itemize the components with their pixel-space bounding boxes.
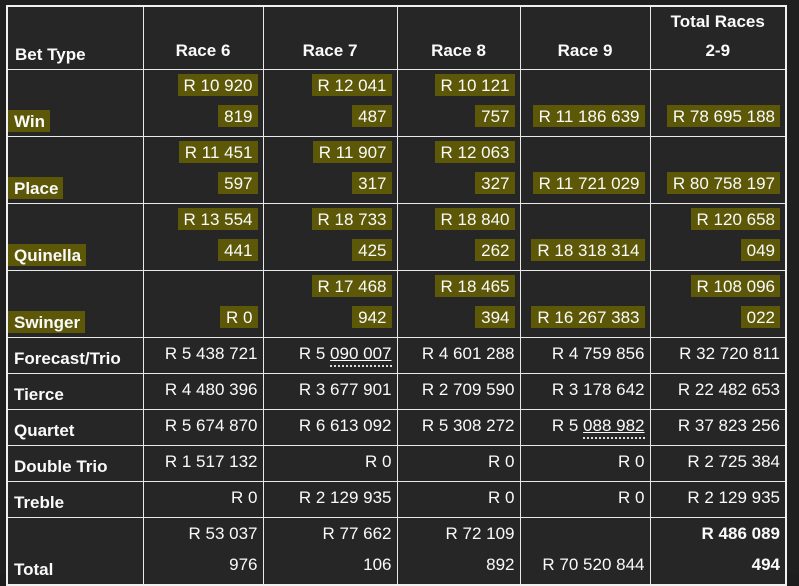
value-line — [651, 410, 781, 441]
value-line — [264, 446, 392, 477]
value-line — [521, 168, 645, 199]
value-line — [144, 338, 258, 369]
value-line — [651, 482, 781, 513]
value-line — [144, 204, 258, 235]
value-text: R 486 089 — [701, 524, 780, 543]
value-cell — [397, 446, 520, 482]
highlighted-value: 597 — [218, 172, 257, 194]
value-line — [651, 101, 781, 132]
value-line — [651, 302, 781, 333]
value-text: R 0 — [231, 488, 258, 507]
row-label-text: Quartet — [14, 421, 75, 440]
value-line — [264, 137, 392, 168]
underlined-value-part: 090 007 — [330, 344, 391, 367]
value-line — [144, 168, 258, 199]
value-line — [264, 70, 392, 101]
row-label-text: Treble — [14, 493, 65, 512]
value-line — [651, 235, 781, 266]
value-cell — [397, 518, 520, 586]
value-text: R 5 438 721 — [164, 344, 258, 363]
value-cell — [650, 271, 786, 338]
value-line — [398, 168, 515, 199]
value-text: 494 — [751, 555, 780, 574]
row-label — [7, 271, 143, 338]
value-line — [398, 374, 515, 405]
header-line: Race 8 — [431, 41, 486, 60]
value-cell — [650, 338, 786, 374]
value-line — [144, 137, 258, 168]
value-line — [521, 410, 645, 441]
value-cell — [143, 518, 263, 586]
value-cell — [143, 204, 263, 271]
value-line — [398, 549, 515, 580]
value-cell — [650, 204, 786, 271]
value-line — [144, 518, 258, 549]
row-label — [7, 204, 143, 271]
value-cell — [263, 137, 397, 204]
row-label — [7, 338, 143, 374]
value-line — [521, 101, 645, 132]
highlighted-value: R 13 554 — [178, 208, 258, 230]
value-cell — [520, 271, 650, 338]
value-text: R 0 — [618, 452, 645, 471]
value-text: R 2 129 935 — [687, 488, 780, 507]
value-line — [264, 410, 392, 441]
value-cell — [397, 137, 520, 204]
value-text: R 1 517 132 — [164, 452, 258, 471]
highlighted-value: R 11 721 029 — [533, 172, 645, 194]
highlighted-value: R 18 733 — [312, 208, 392, 230]
header-line: 2-9 — [705, 41, 731, 60]
value-line — [521, 235, 645, 266]
value-line — [398, 338, 515, 369]
value-text: R 4 759 856 — [551, 344, 645, 363]
value-line — [144, 101, 258, 132]
table-row — [7, 410, 786, 446]
value-cell — [650, 482, 786, 518]
value-line — [521, 302, 645, 333]
value-text: R 2 725 384 — [687, 452, 780, 471]
highlighted-value: 022 — [741, 306, 780, 328]
value-text: R 3 178 642 — [551, 380, 645, 399]
value-text: R 0 — [618, 488, 645, 507]
value-line — [144, 70, 258, 101]
value-cell — [520, 338, 650, 374]
table-row — [7, 70, 786, 137]
value-line — [651, 204, 781, 235]
highlighted-value: R 18 318 314 — [531, 239, 644, 261]
row-label-text: Tierce — [14, 385, 64, 404]
value-text: R 2 129 935 — [298, 488, 392, 507]
value-line — [264, 271, 392, 302]
value-text: R 4 480 396 — [164, 380, 258, 399]
header-line: Race 9 — [557, 41, 613, 60]
value-text: R 6 613 092 — [298, 416, 392, 435]
value-cell — [263, 70, 397, 137]
row-label — [7, 410, 143, 446]
highlighted-value: R 0 — [220, 306, 257, 328]
table-row — [7, 137, 786, 204]
value-line — [398, 235, 515, 266]
table-row — [7, 271, 786, 338]
value-line — [144, 410, 258, 441]
row-label — [7, 70, 143, 137]
value-line — [521, 374, 645, 405]
underlined-value-part: 088 982 — [583, 416, 644, 439]
value-line — [264, 168, 392, 199]
value-line — [651, 271, 781, 302]
highlighted-row-label: Place — [8, 177, 63, 199]
table-row — [7, 482, 786, 518]
header-bet-type: Bet Type — [7, 6, 143, 70]
value-cell — [263, 482, 397, 518]
row-label-text: Total — [14, 560, 54, 579]
highlighted-value: R 18 840 — [435, 208, 515, 230]
header-col-1 — [263, 6, 397, 70]
header-line: Race 7 — [302, 41, 358, 60]
highlighted-value: R 11 186 639 — [533, 105, 645, 127]
row-label — [7, 374, 143, 410]
value-line — [521, 446, 645, 477]
value-text: R 0 — [488, 488, 515, 507]
value-cell — [143, 374, 263, 410]
value-line — [651, 374, 781, 405]
value-cell — [397, 204, 520, 271]
value-line — [398, 101, 515, 132]
value-line — [398, 204, 515, 235]
highlighted-row-label: Swinger — [8, 311, 85, 333]
value-cell — [650, 137, 786, 204]
header-line: Total Races — [670, 12, 765, 31]
value-line — [264, 518, 392, 549]
value-cell — [143, 446, 263, 482]
highlighted-value: 317 — [352, 172, 391, 194]
value-cell — [263, 518, 397, 586]
value-cell — [143, 70, 263, 137]
value-text: R 70 520 844 — [542, 555, 645, 574]
value-line — [144, 482, 258, 513]
header-line: Race 6 — [175, 41, 231, 60]
value-text: 892 — [486, 555, 515, 574]
highlighted-value: R 12 063 — [435, 141, 515, 163]
highlighted-value: R 11 907 — [313, 141, 392, 163]
value-line — [264, 302, 392, 333]
highlighted-value: R 17 468 — [312, 275, 392, 297]
value-text: R 5 088 982 — [552, 416, 645, 439]
row-label — [7, 482, 143, 518]
value-line — [144, 446, 258, 477]
highlighted-value: 425 — [352, 239, 391, 261]
header-col-0 — [143, 6, 263, 70]
value-text: R 5 090 007 — [299, 344, 392, 367]
value-line — [144, 235, 258, 266]
value-cell — [520, 204, 650, 271]
value-line — [264, 549, 392, 580]
row-label-text: Double Trio — [14, 457, 108, 476]
highlighted-value: R 11 451 — [179, 141, 258, 163]
value-cell — [263, 271, 397, 338]
value-cell — [397, 338, 520, 374]
value-line — [264, 235, 392, 266]
value-cell — [143, 137, 263, 204]
value-cell — [143, 338, 263, 374]
value-line — [398, 446, 515, 477]
highlighted-value: R 78 695 188 — [667, 105, 780, 127]
value-cell — [397, 271, 520, 338]
value-cell — [520, 374, 650, 410]
value-cell — [650, 374, 786, 410]
value-cell — [520, 70, 650, 137]
value-line — [651, 518, 781, 549]
value-line — [264, 338, 392, 369]
value-cell — [520, 518, 650, 586]
value-line — [651, 168, 781, 199]
value-line — [651, 549, 781, 580]
value-line — [521, 482, 645, 513]
value-cell — [520, 446, 650, 482]
highlighted-row-label: Win — [8, 110, 50, 132]
header-col-2 — [397, 6, 520, 70]
value-text: R 4 601 288 — [421, 344, 515, 363]
value-cell — [143, 271, 263, 338]
value-line — [398, 137, 515, 168]
value-line — [264, 101, 392, 132]
highlighted-value: 487 — [352, 105, 391, 127]
row-label — [7, 446, 143, 482]
value-text: R 0 — [488, 452, 515, 471]
value-text: R 2 709 590 — [421, 380, 515, 399]
value-cell — [263, 204, 397, 271]
highlighted-value: R 18 465 — [435, 275, 515, 297]
value-text: R 77 662 — [322, 524, 392, 543]
value-line — [398, 271, 515, 302]
table-body — [7, 70, 786, 586]
value-line — [651, 338, 781, 369]
value-cell — [397, 70, 520, 137]
value-cell — [143, 410, 263, 446]
highlighted-value: R 10 121 — [435, 74, 515, 96]
highlighted-value: 441 — [218, 239, 257, 261]
highlighted-value: R 12 041 — [312, 74, 392, 96]
value-line — [398, 518, 515, 549]
value-text: R 5 308 272 — [421, 416, 515, 435]
value-cell — [263, 410, 397, 446]
value-text: R 22 482 653 — [677, 380, 780, 399]
row-label — [7, 137, 143, 204]
header-row — [7, 6, 786, 70]
table-header — [7, 6, 786, 70]
value-cell — [397, 482, 520, 518]
highlighted-value: 819 — [218, 105, 257, 127]
highlighted-value: 327 — [475, 172, 514, 194]
value-cell — [263, 338, 397, 374]
value-cell — [650, 518, 786, 586]
value-text: R 72 109 — [445, 524, 515, 543]
value-line — [651, 446, 781, 477]
value-cell — [650, 410, 786, 446]
highlighted-value: 942 — [352, 306, 391, 328]
value-line — [144, 374, 258, 405]
highlighted-row-label: Quinella — [8, 244, 86, 266]
value-cell — [143, 482, 263, 518]
value-text: R 0 — [365, 452, 392, 471]
bet-pool-totals-table — [6, 5, 787, 586]
value-cell — [263, 374, 397, 410]
highlighted-value: 049 — [741, 239, 780, 261]
value-cell — [397, 410, 520, 446]
header-col-3 — [520, 6, 650, 70]
value-cell — [520, 410, 650, 446]
value-line — [398, 302, 515, 333]
highlighted-value: R 80 758 197 — [667, 172, 780, 194]
highlighted-value: R 10 920 — [178, 74, 258, 96]
value-line — [264, 374, 392, 405]
value-cell — [520, 482, 650, 518]
table-row — [7, 518, 786, 586]
header-col-4 — [650, 6, 786, 70]
highlighted-value: R 108 096 — [691, 275, 780, 297]
value-line — [521, 549, 645, 580]
value-cell — [263, 446, 397, 482]
highlighted-value: 394 — [475, 306, 514, 328]
value-text: R 32 720 811 — [679, 344, 780, 363]
value-line — [264, 204, 392, 235]
value-text: 106 — [363, 555, 392, 574]
value-text: R 37 823 256 — [677, 416, 780, 435]
highlighted-value: R 120 658 — [691, 208, 780, 230]
value-line — [398, 70, 515, 101]
value-line — [144, 302, 258, 333]
value-text: R 53 037 — [188, 524, 258, 543]
value-line — [521, 338, 645, 369]
highlighted-value: 757 — [475, 105, 514, 127]
table-row — [7, 446, 786, 482]
value-line — [398, 482, 515, 513]
table-row — [7, 204, 786, 271]
highlighted-value: 262 — [475, 239, 514, 261]
value-cell — [650, 70, 786, 137]
value-line — [144, 549, 258, 580]
value-cell — [520, 137, 650, 204]
value-text: R 5 674 870 — [164, 416, 258, 435]
value-line — [398, 410, 515, 441]
value-text: 976 — [229, 555, 258, 574]
value-cell — [650, 446, 786, 482]
value-cell — [397, 374, 520, 410]
table-row — [7, 374, 786, 410]
value-text: R 3 677 901 — [298, 380, 392, 399]
highlighted-value: R 16 267 383 — [531, 306, 644, 328]
row-label-text: Forecast/Trio — [14, 349, 121, 368]
row-label — [7, 518, 143, 586]
table-row — [7, 338, 786, 374]
value-line — [264, 482, 392, 513]
